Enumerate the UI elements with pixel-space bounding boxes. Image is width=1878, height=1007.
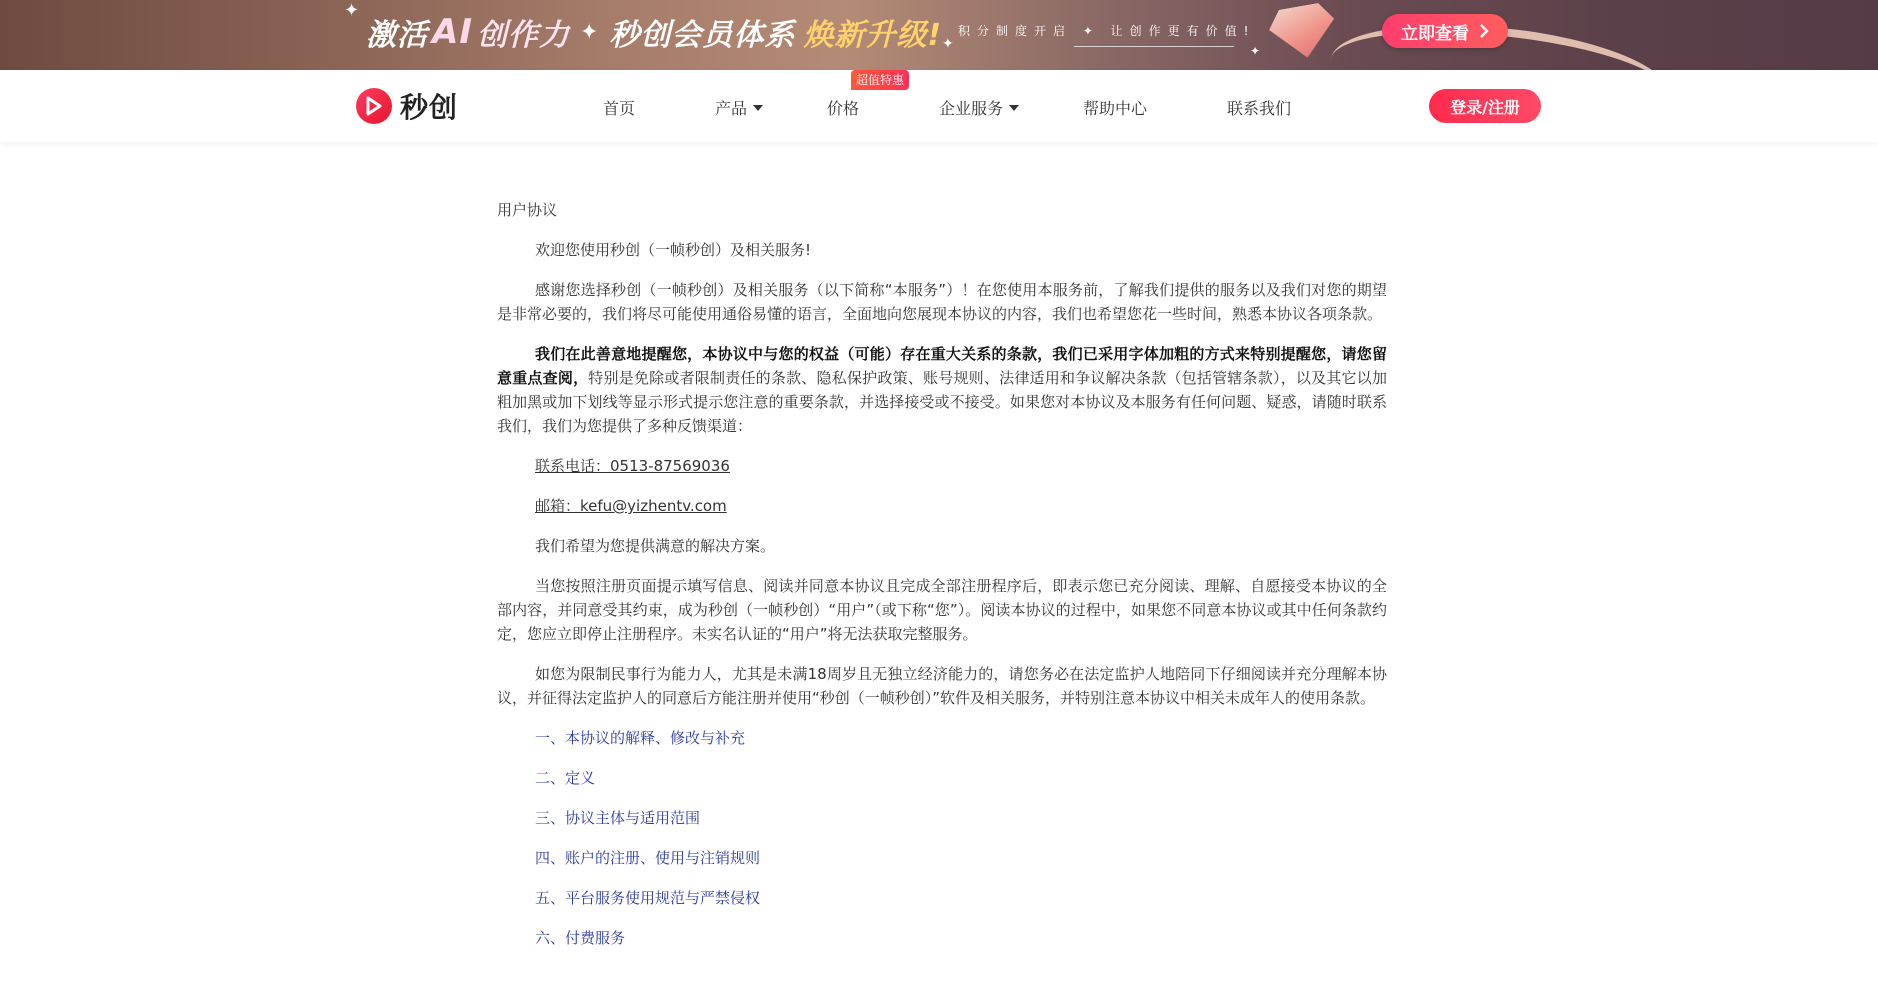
sparkle-icon: ✦ xyxy=(1250,44,1261,58)
nav-contact-us[interactable] xyxy=(1227,96,1291,119)
contact-phone-paragraph xyxy=(497,454,1387,478)
banner-headline-text: 创作力 xyxy=(476,18,570,53)
banner-headline-text: 激活 xyxy=(366,18,428,53)
sparkle-icon: ✦ xyxy=(579,19,600,45)
banner-headline-text: 秒创会员体系 xyxy=(609,18,796,53)
toc-link[interactable]: 四、账户的注册、使用与注销规则 xyxy=(535,849,761,867)
notice-paragraph xyxy=(497,342,1387,438)
intro-paragraph: 感谢您选择秒创（一帧秒创）及相关服务（以下简称“本服务”）！在您使用本服务前，了解我们提供的服务以及我们对您的期望是非常必要的，我们将尽可能使用通俗易懂的语言，全面地向您展现本协议的内容，我们也希望您花一些时间，熟悉本协议各项条款。 xyxy=(497,281,1387,323)
banner-headline-ai: AI xyxy=(432,12,473,52)
divider xyxy=(1074,46,1234,47)
nav-label: 帮助中心 xyxy=(1083,99,1148,118)
nav-label: 价格 xyxy=(827,99,860,118)
toc-link[interactable]: 二、定义 xyxy=(535,769,596,787)
logo[interactable] xyxy=(356,88,458,124)
contact-email[interactable]: 邮箱：kefu@yizhentv.com xyxy=(535,497,727,515)
banner-headline xyxy=(366,10,942,54)
toc-link[interactable]: 一、本协议的解释、修改与补充 xyxy=(535,729,746,747)
nav-pricing[interactable] xyxy=(827,96,859,119)
banner-subtitle: 积分制度开启 ✦ 让创作更有价值! xyxy=(958,24,1256,38)
toc-link[interactable]: 六、付费服务 xyxy=(535,929,626,947)
sparkle-icon: ✦ xyxy=(344,0,360,21)
login-register-button[interactable]: 登录/注册 xyxy=(1429,89,1541,123)
diamond-icon xyxy=(1266,1,1340,64)
sparkle-icon: ✦ xyxy=(942,36,954,52)
minors-paragraph: 如您为限制民事行为能力人，尤其是未满18周岁且无独立经济能力的，请您务必在法定监护人地陪同下仔细阅读并充分理解本协议，并征得法定监护人的同意后方能注册并使用“秒创（一帧秒创）”软件及相关服务，并特别注意本协议中相关未成年人的使用条款。 xyxy=(497,665,1387,707)
nav-home[interactable] xyxy=(603,96,635,119)
toc-link[interactable]: 三、协议主体与适用范围 xyxy=(535,809,701,827)
nav-help-center[interactable] xyxy=(1083,96,1147,119)
nav-label: 联系我们 xyxy=(1227,99,1292,118)
nav-products[interactable] xyxy=(715,96,763,119)
caret-down-icon xyxy=(1009,105,1019,111)
satisfaction-paragraph: 我们希望为您提供满意的解决方案。 xyxy=(535,537,776,555)
nav-label: 产品 xyxy=(715,99,748,118)
banner-headline-upgrade: 焕新升级! xyxy=(803,18,943,53)
banner-view-now-button[interactable] xyxy=(1382,14,1508,48)
registration-paragraph: 当您按照注册页面提示填写信息、阅读并同意本协议且完成全部注册程序后，即表示您已充分阅读、理解、自愿接受本协议的全部内容，并同意受其约束，成为秒创（一帧秒创）“用户”（或下称“您”）。阅读本协议的过程中，如果您不同意本协议或其中任何条款约定，您应立即停止注册程序。未实名认证的“用户”将无法获取完整服务。 xyxy=(497,577,1387,643)
nav-label: 企业服务 xyxy=(939,99,1004,118)
nav-label: 首页 xyxy=(603,99,636,118)
price-promo-badge: 超值特惠 xyxy=(851,70,909,90)
promo-banner[interactable] xyxy=(0,0,1878,70)
page-title: 用户协议 xyxy=(497,201,558,219)
top-navbar xyxy=(0,70,1878,142)
notice-text: 特别是免除或者限制责任的条款、隐私保护政策、账号规则、法律适用和争议解决条款（包括管辖条款），以及其它以加粗加黑或加下划线等显示形式提示您注意的重要条款，并选择接受或不接受。如果您对本协议及本服务有任何问题、疑惑，请随时联系我们，我们为您提供了多种反馈渠道： xyxy=(497,369,1387,435)
banner-cta-label: 立即查看 xyxy=(1401,23,1469,44)
toc-link[interactable]: 五、平台服务使用规范与严禁侵权 xyxy=(535,889,761,907)
welcome-paragraph: 欢迎您使用秒创（一帧秒创）及相关服务! xyxy=(535,241,812,259)
caret-down-icon xyxy=(753,105,763,111)
notice-bold-text: 我们在此善意地提醒您，本协议中与您的权益（可能）存在重大关系的条款，我们已采用字体加粗的方式来特别提醒您，请您留意重点查阅， xyxy=(497,345,1387,387)
contact-email-paragraph xyxy=(497,494,1387,518)
agreement-content xyxy=(497,198,1387,966)
contact-phone[interactable]: 联系电话：0513-87569036 xyxy=(535,457,730,475)
logo-text: 秒创 xyxy=(400,91,459,124)
nav-enterprise[interactable] xyxy=(939,96,1019,119)
logo-icon xyxy=(356,88,392,124)
chevron-right-icon xyxy=(1479,24,1489,38)
